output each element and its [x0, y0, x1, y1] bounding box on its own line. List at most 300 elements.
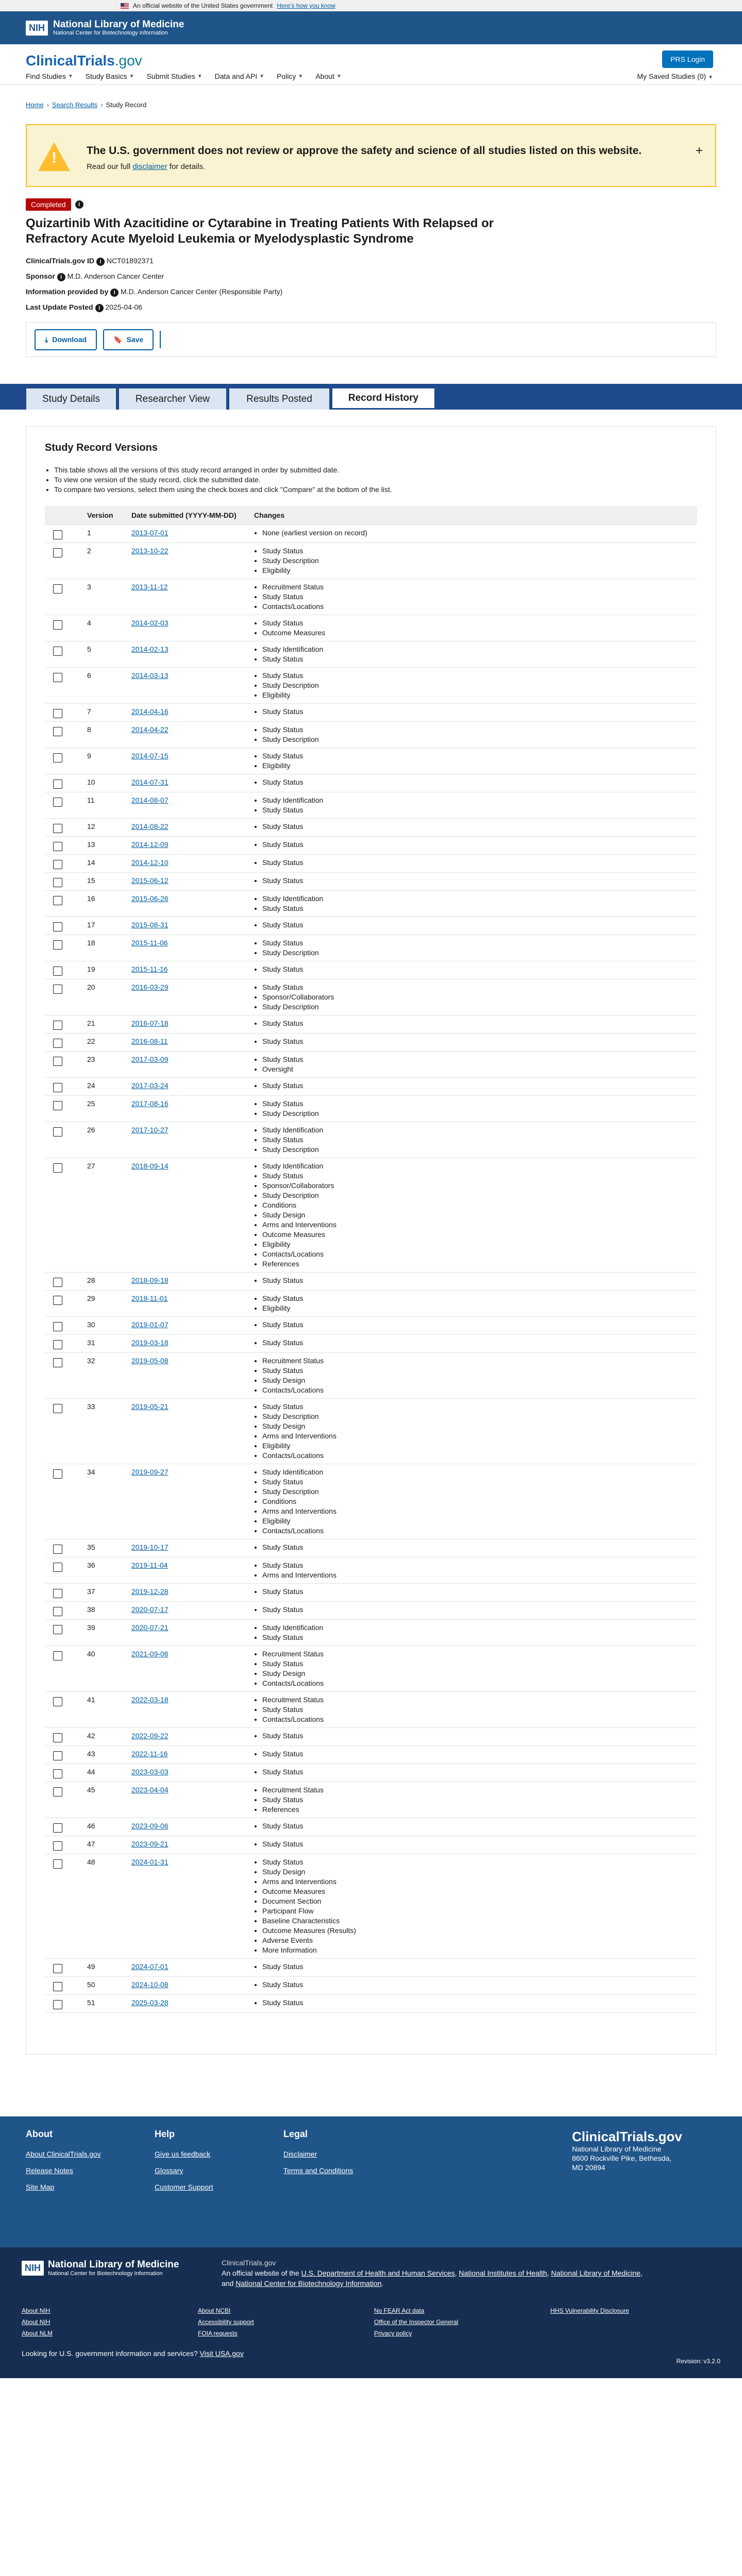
warning-icon	[38, 142, 70, 171]
footer-link[interactable]: Terms and Conditions	[283, 2166, 353, 2175]
status-badge: Completed	[26, 198, 71, 211]
version-date-link[interactable]: 2019-03-18	[131, 1338, 168, 1347]
footer-link[interactable]: About NLM	[22, 2330, 53, 2337]
version-date-link[interactable]: 2014-08-07	[131, 796, 168, 804]
info-icon[interactable]: i	[57, 273, 65, 281]
info-icon[interactable]: i	[75, 200, 83, 209]
nih-link[interactable]: National Institutes of Health	[459, 2269, 547, 2277]
alert-title: The U.S. government does not review or approve the safety and science of all studies listed on this website.	[87, 145, 642, 157]
table-row	[45, 1464, 697, 1539]
table-row	[45, 1317, 697, 1335]
footer-about-heading: About	[26, 2129, 53, 2139]
change-item: • Baseline Characteristics	[262, 1916, 693, 1926]
footer-link[interactable]: Privacy policy	[374, 2330, 412, 2337]
compare-checkbox[interactable]	[53, 922, 62, 931]
saved-studies-link[interactable]: My Saved Studies (0) ▼	[637, 72, 713, 80]
prs-login-button[interactable]: PRS Login	[662, 50, 713, 68]
compare-checkbox[interactable]	[53, 1083, 62, 1092]
change-item: • Study Description	[262, 1191, 693, 1200]
info-icon[interactable]: i	[110, 289, 119, 297]
footer-link[interactable]: Release Notes	[26, 2166, 73, 2175]
compare-checkbox[interactable]	[53, 878, 62, 887]
nav-data-api[interactable]: Data and API ▼	[214, 72, 265, 80]
version-date-link[interactable]: 2025-03-28	[131, 1998, 168, 2007]
changes-list	[254, 1587, 693, 1597]
change-item: • Oversight	[262, 1064, 693, 1074]
ncbi-link[interactable]: National Center for Biotechnology Information	[235, 2279, 382, 2287]
change-item: • Eligibility	[262, 1516, 693, 1526]
footer-link[interactable]: HHS Vulnerability Disclosure	[550, 2307, 629, 2314]
chevron-down-icon: ▼	[259, 73, 265, 79]
changes-list	[254, 1767, 693, 1777]
version-date-link[interactable]: 2024-10-08	[131, 1980, 168, 1989]
ct-logo[interactable]: ClinicalTrials.gov	[26, 53, 142, 69]
compare-checkbox[interactable]	[53, 1340, 62, 1349]
changes-list	[254, 1821, 693, 1831]
changes-list	[254, 1276, 693, 1285]
footer-link[interactable]: Office of the Inspector General	[374, 2318, 459, 2326]
table-row	[45, 1291, 697, 1317]
change-item: • Recruitment Status	[262, 1695, 693, 1705]
compare-checkbox[interactable]	[53, 1859, 62, 1869]
change-item: • Eligibility	[262, 1240, 693, 1249]
expand-icon[interactable]: +	[695, 144, 703, 158]
version-date-link[interactable]: 2021-09-06	[131, 1650, 168, 1658]
compare-checkbox[interactable]	[53, 940, 62, 950]
change-item: • Study Status	[262, 1767, 693, 1777]
col-changes: Changes	[250, 506, 697, 525]
version-date-link[interactable]: 2013-11-12	[131, 583, 168, 591]
version-number: 21	[83, 1015, 127, 1033]
version-date-link[interactable]: 2019-05-08	[131, 1357, 168, 1365]
changes-list	[254, 1037, 693, 1046]
table-row	[45, 935, 697, 961]
changes-list	[254, 1019, 693, 1028]
version-date-link[interactable]: 2014-07-31	[131, 778, 168, 786]
change-item: • Outcome Measures	[262, 1230, 693, 1240]
changes-list	[254, 1320, 693, 1330]
change-item: • Contacts/Locations	[262, 1715, 693, 1724]
version-number: 47	[83, 1836, 127, 1854]
version-date-link[interactable]: 2024-07-01	[131, 1962, 168, 1971]
changes-list	[254, 1356, 693, 1395]
footer-link[interactable]: Accessibility support	[198, 2318, 254, 2326]
footer-link[interactable]: About NCBI	[198, 2307, 231, 2314]
tab-results-posted[interactable]: Results Posted	[229, 388, 330, 410]
change-item: • Study Status	[262, 618, 693, 628]
change-item: • Recruitment Status	[262, 582, 693, 592]
compare-checkbox[interactable]	[53, 1964, 62, 1973]
compare-checkbox[interactable]	[53, 824, 62, 833]
compare-checkbox[interactable]	[53, 2000, 62, 2009]
version-date-link[interactable]: 2019-09-27	[131, 1468, 168, 1476]
footer-link[interactable]: Give us feedback	[155, 2150, 211, 2158]
change-item: • Study Design	[262, 1867, 693, 1877]
breadcrumb-home[interactable]: Home	[26, 100, 44, 109]
compare-checkbox[interactable]	[53, 1127, 62, 1137]
version-number: 43	[83, 1746, 127, 1764]
change-item: • Study Status	[262, 546, 693, 556]
change-item: • Study Status	[262, 938, 693, 948]
version-date-link[interactable]: 2022-11-16	[131, 1750, 168, 1758]
version-date-link[interactable]: 2014-03-13	[131, 671, 168, 680]
version-number: 27	[83, 1158, 127, 1273]
change-item: • Arms and Interventions	[262, 1220, 693, 1230]
download-icon: ⤓	[45, 335, 48, 344]
version-number: 9	[83, 748, 127, 774]
compare-checkbox[interactable]	[53, 1039, 62, 1048]
changes-list	[254, 1731, 693, 1741]
changes-list	[254, 1402, 693, 1461]
version-date-link[interactable]: 2024-01-31	[131, 1858, 168, 1866]
meta-last-update: Last Update Posted i 2025-04-06	[26, 303, 143, 311]
compare-checkbox[interactable]	[53, 1982, 62, 1991]
main-nav	[26, 72, 342, 80]
info-icon[interactable]: i	[96, 258, 105, 266]
version-date-link[interactable]: 2013-10-22	[131, 547, 168, 555]
footer-link[interactable]: No FEAR Act data	[374, 2307, 425, 2314]
compare-checkbox[interactable]	[53, 1101, 62, 1110]
compare-checkbox[interactable]	[53, 753, 62, 762]
tab-researcher-view[interactable]: Researcher View	[119, 388, 227, 410]
table-row	[45, 543, 697, 579]
site-header	[0, 44, 742, 84]
version-number: 16	[83, 891, 127, 917]
table-row	[45, 1052, 697, 1078]
table-row	[45, 1122, 697, 1158]
table-row	[45, 1078, 697, 1096]
compare-checkbox[interactable]	[53, 673, 62, 682]
change-item: • Study Status	[262, 858, 693, 868]
record-history-panel	[26, 426, 716, 2055]
hhs-link[interactable]: U.S. Department of Health and Human Services	[301, 2269, 455, 2277]
change-item: • References	[262, 1805, 693, 1815]
compare-checkbox[interactable]	[53, 1322, 62, 1331]
compare-checkbox[interactable]	[53, 1769, 62, 1778]
version-date-link[interactable]: 2015-11-16	[131, 965, 168, 973]
version-date-link[interactable]: 2015-11-06	[131, 939, 168, 947]
change-item: • Study Status	[262, 777, 693, 787]
version-number: 30	[83, 1317, 127, 1335]
change-item: • Study Status	[262, 1171, 693, 1181]
nlm-link[interactable]: National Library of Medicine	[551, 2269, 640, 2277]
version-date-link[interactable]: 2018-09-18	[131, 1276, 168, 1284]
meta-sponsor: Sponsor i M.D. Anderson Cancer Center	[26, 272, 164, 280]
nav-study-basics[interactable]: Study Basics ▼	[85, 72, 134, 80]
version-date-link[interactable]: 2014-08-22	[131, 822, 168, 831]
change-item: • Recruitment Status	[262, 1649, 693, 1659]
table-row	[45, 979, 697, 1015]
table-row	[45, 668, 697, 704]
revision-text: Revision: v3.2.0	[676, 2358, 720, 2365]
version-number: 19	[83, 961, 127, 979]
version-number: 18	[83, 935, 127, 961]
tab-record-history[interactable]: Record History	[332, 388, 435, 410]
version-date-link[interactable]: 2018-09-14	[131, 1162, 168, 1170]
version-date-link[interactable]: 2020-07-17	[131, 1605, 168, 1614]
version-date-link[interactable]: 2015-08-31	[131, 921, 168, 929]
version-number: 33	[83, 1399, 127, 1464]
version-date-link[interactable]: 2017-10-27	[131, 1126, 168, 1134]
version-number: 2	[83, 543, 127, 579]
change-item: • Study Status	[262, 1980, 693, 1990]
compare-checkbox[interactable]	[53, 1625, 62, 1634]
version-date-link[interactable]: 2022-03-18	[131, 1696, 168, 1704]
compare-checkbox[interactable]	[53, 584, 62, 594]
change-item: • Study Status	[262, 982, 693, 992]
version-date-link[interactable]: 2013-07-01	[131, 529, 168, 537]
compare-checkbox[interactable]	[53, 1163, 62, 1173]
change-item: • Study Description	[262, 1145, 693, 1155]
change-item: • Study Status	[262, 707, 693, 717]
changes-list	[254, 725, 693, 744]
footer-link[interactable]: FOIA requests	[198, 2330, 238, 2337]
compare-checkbox[interactable]	[53, 727, 62, 736]
compare-checkbox[interactable]	[53, 1057, 62, 1066]
table-row	[45, 792, 697, 819]
bookmark-icon: 🔖	[113, 335, 123, 344]
changes-list	[254, 964, 693, 974]
change-item: • Study Status	[262, 751, 693, 761]
nav-about[interactable]: About ▼	[315, 72, 342, 80]
footer-link[interactable]: About NIH	[22, 2318, 50, 2326]
version-number: 25	[83, 1096, 127, 1122]
version-number: 28	[83, 1273, 127, 1291]
changes-list	[254, 1649, 693, 1688]
footer-logo-text: ClinicalTrials.gov	[572, 2129, 682, 2144]
change-item: • Study Description	[262, 948, 693, 958]
table-row	[45, 1854, 697, 1959]
disclaimer-link[interactable]: disclaimer	[132, 162, 167, 171]
nav-submit-studies[interactable]: Submit Studies ▼	[146, 72, 203, 80]
nlm-header	[0, 11, 742, 44]
compare-checkbox[interactable]	[53, 1589, 62, 1598]
change-item: • Study Status	[262, 1019, 693, 1028]
changes-list	[254, 582, 693, 612]
compare-checkbox[interactable]	[53, 1545, 62, 1554]
version-date-link[interactable]: 2015-06-12	[131, 876, 168, 885]
version-date-link[interactable]: 2014-04-16	[131, 707, 168, 716]
breadcrumb-search-results[interactable]: Search Results	[52, 100, 98, 109]
change-item: • Conditions	[262, 1200, 693, 1210]
change-item: • Recruitment Status	[262, 1356, 693, 1366]
compare-checkbox[interactable]	[53, 1697, 62, 1706]
changes-list	[254, 528, 693, 538]
version-date-link[interactable]: 2015-06-26	[131, 894, 168, 903]
footer-link[interactable]: Site Map	[26, 2183, 55, 2191]
footer-link[interactable]: Customer Support	[155, 2183, 213, 2191]
footer-link[interactable]: Disclaimer	[283, 2150, 317, 2158]
table-row	[45, 1836, 697, 1854]
compare-checkbox[interactable]	[53, 1469, 62, 1479]
compare-checkbox[interactable]	[53, 779, 62, 789]
compare-checkbox[interactable]	[53, 896, 62, 905]
nlm-footer-logo[interactable]	[22, 2260, 179, 2277]
compare-checkbox[interactable]	[53, 1841, 62, 1851]
nih-logo: NIH	[22, 2261, 44, 2276]
nav-policy[interactable]: Policy ▼	[277, 72, 303, 80]
version-date-link[interactable]: 2023-09-06	[131, 1822, 168, 1830]
compare-checkbox[interactable]	[53, 1296, 62, 1305]
version-date-link[interactable]: 2014-07-15	[131, 752, 168, 760]
changes-list	[254, 1605, 693, 1615]
info-icon[interactable]: i	[95, 304, 104, 312]
changes-list	[254, 1962, 693, 1972]
version-number: 29	[83, 1291, 127, 1317]
version-number: 23	[83, 1052, 127, 1078]
nlm-name: National Library of Medicine	[53, 19, 184, 30]
version-date-link[interactable]: 2019-10-17	[131, 1543, 168, 1551]
table-row	[45, 1602, 697, 1620]
version-number: 7	[83, 704, 127, 722]
version-date-link[interactable]: 2017-08-16	[131, 1099, 168, 1108]
version-date-link[interactable]: 2014-12-10	[131, 858, 168, 867]
table-row	[45, 748, 697, 774]
footer-link[interactable]: About NIH	[22, 2307, 50, 2314]
heres-how-link[interactable]: Here's how you know	[277, 2, 335, 9]
compare-checkbox[interactable]	[53, 1021, 62, 1030]
version-date-link[interactable]: 2014-02-03	[131, 619, 168, 627]
change-item: • Contacts/Locations	[262, 1451, 693, 1461]
version-number: 8	[83, 722, 127, 748]
version-number: 17	[83, 917, 127, 935]
changes-list	[254, 1839, 693, 1849]
changes-list	[254, 671, 693, 700]
us-flag-icon	[121, 3, 129, 9]
save-button[interactable]: 🔖 Save	[103, 329, 154, 350]
usa-gov: Looking for U.S. government information and services? Visit USA.gov	[22, 2349, 244, 2358]
compare-checkbox[interactable]	[53, 1404, 62, 1413]
compare-checkbox[interactable]	[53, 709, 62, 718]
version-date-link[interactable]: 2016-08-11	[131, 1037, 168, 1045]
version-number: 11	[83, 792, 127, 819]
table-row	[45, 1015, 697, 1033]
nih-logo[interactable]: NIH	[26, 21, 48, 36]
changes-list	[254, 795, 693, 815]
compare-checkbox[interactable]	[53, 530, 62, 539]
change-item: • Study Status	[262, 1821, 693, 1831]
version-date-link[interactable]: 2014-12-09	[131, 840, 168, 849]
changes-list	[254, 858, 693, 868]
table-row	[45, 1746, 697, 1764]
compare-checkbox[interactable]	[53, 1787, 62, 1797]
download-button[interactable]: ⤓ Download	[35, 329, 97, 350]
change-item: • Study Status	[262, 1135, 693, 1145]
nlm-logo-text[interactable]	[53, 20, 184, 37]
compare-checkbox[interactable]	[53, 1358, 62, 1367]
version-date-link[interactable]: 2019-05-21	[131, 1402, 168, 1411]
version-date-link[interactable]: 2019-12-28	[131, 1587, 168, 1596]
compare-checkbox[interactable]	[53, 1607, 62, 1616]
version-date-link[interactable]: 2020-07-21	[131, 1623, 168, 1632]
breadcrumb-separator: ›	[46, 100, 49, 109]
change-item: • Study Status	[262, 1320, 693, 1330]
version-number: 20	[83, 979, 127, 1015]
compare-checkbox[interactable]	[53, 842, 62, 851]
change-item: • Study Status	[262, 1857, 693, 1867]
version-date-link[interactable]: 2023-03-03	[131, 1768, 168, 1776]
version-date-link[interactable]: 2023-09-21	[131, 1840, 168, 1848]
col-date: Date submitted (YYYY-MM-DD)	[127, 506, 250, 525]
compare-checkbox[interactable]	[53, 1563, 62, 1572]
table-row	[45, 1399, 697, 1464]
table-row	[45, 1782, 697, 1818]
change-item: • Study Status	[262, 1731, 693, 1741]
change-item: • Study Description	[262, 1412, 693, 1421]
version-date-link[interactable]: 2018-11-01	[131, 1294, 168, 1302]
table-header	[45, 506, 697, 525]
version-number: 12	[83, 819, 127, 837]
change-item: • Study Status	[262, 1795, 693, 1805]
table-row	[45, 819, 697, 837]
change-item: • Study Status	[262, 1561, 693, 1570]
compare-checkbox[interactable]	[53, 798, 62, 807]
table-row	[45, 1033, 697, 1052]
change-item: • Study Status	[262, 1749, 693, 1759]
compare-checkbox[interactable]	[53, 985, 62, 994]
changes-list	[254, 1125, 693, 1155]
change-item: • Eligibility	[262, 761, 693, 771]
version-date-link[interactable]: 2016-07-18	[131, 1019, 168, 1027]
version-number: 24	[83, 1078, 127, 1096]
table-row	[45, 837, 697, 855]
compare-checkbox[interactable]	[53, 1733, 62, 1742]
version-date-link[interactable]: 2014-02-13	[131, 645, 168, 653]
compare-checkbox[interactable]	[53, 647, 62, 656]
compare-checkbox[interactable]	[53, 1751, 62, 1760]
version-date-link[interactable]: 2019-01-07	[131, 1320, 168, 1329]
version-number: 6	[83, 668, 127, 704]
footer-logo[interactable]	[572, 2129, 682, 2172]
table-row	[45, 579, 697, 615]
version-date-link[interactable]: 2017-03-09	[131, 1055, 168, 1063]
table-row	[45, 1353, 697, 1399]
change-item: • Study Status	[262, 1587, 693, 1597]
version-date-link[interactable]: 2016-03-29	[131, 983, 168, 991]
footer-help-heading: Help	[155, 2129, 175, 2139]
changes-list	[254, 1099, 693, 1118]
changes-list	[254, 1543, 693, 1552]
compare-checkbox[interactable]	[53, 620, 62, 630]
version-date-link[interactable]: 2014-04-22	[131, 725, 168, 734]
compare-checkbox[interactable]	[53, 1278, 62, 1287]
intro-text: • This table shows all the versions of this study record arranged in order by submitted date.	[54, 465, 697, 475]
version-date-link[interactable]: 2019-11-04	[131, 1561, 168, 1569]
footer-help	[155, 2129, 213, 2199]
compare-checkbox[interactable]	[53, 548, 62, 557]
version-date-link[interactable]: 2017-03-24	[131, 1081, 168, 1090]
tab-study-details[interactable]: Study Details	[26, 388, 116, 410]
changes-list	[254, 1294, 693, 1313]
compare-checkbox[interactable]	[53, 1651, 62, 1660]
col-version: Version	[83, 506, 127, 525]
usa-gov-link[interactable]: Visit USA.gov	[199, 2349, 244, 2358]
table-row	[45, 1335, 697, 1353]
compare-checkbox[interactable]	[53, 860, 62, 869]
footer-link[interactable]: Glossary	[155, 2166, 183, 2175]
version-date-link[interactable]: 2023-04-04	[131, 1786, 168, 1794]
nav-find-studies[interactable]: Find Studies ▼	[26, 72, 73, 80]
chevron-down-icon: ▼	[298, 73, 303, 79]
change-item: • Study Status	[262, 592, 693, 602]
table-row	[45, 615, 697, 641]
version-number: 34	[83, 1464, 127, 1539]
compare-checkbox[interactable]	[53, 967, 62, 976]
compare-checkbox[interactable]	[53, 1823, 62, 1833]
footer-link[interactable]: About ClinicalTrials.gov	[26, 2150, 101, 2158]
footer-legal-heading: Legal	[283, 2129, 308, 2139]
version-date-link[interactable]: 2022-09-22	[131, 1732, 168, 1740]
